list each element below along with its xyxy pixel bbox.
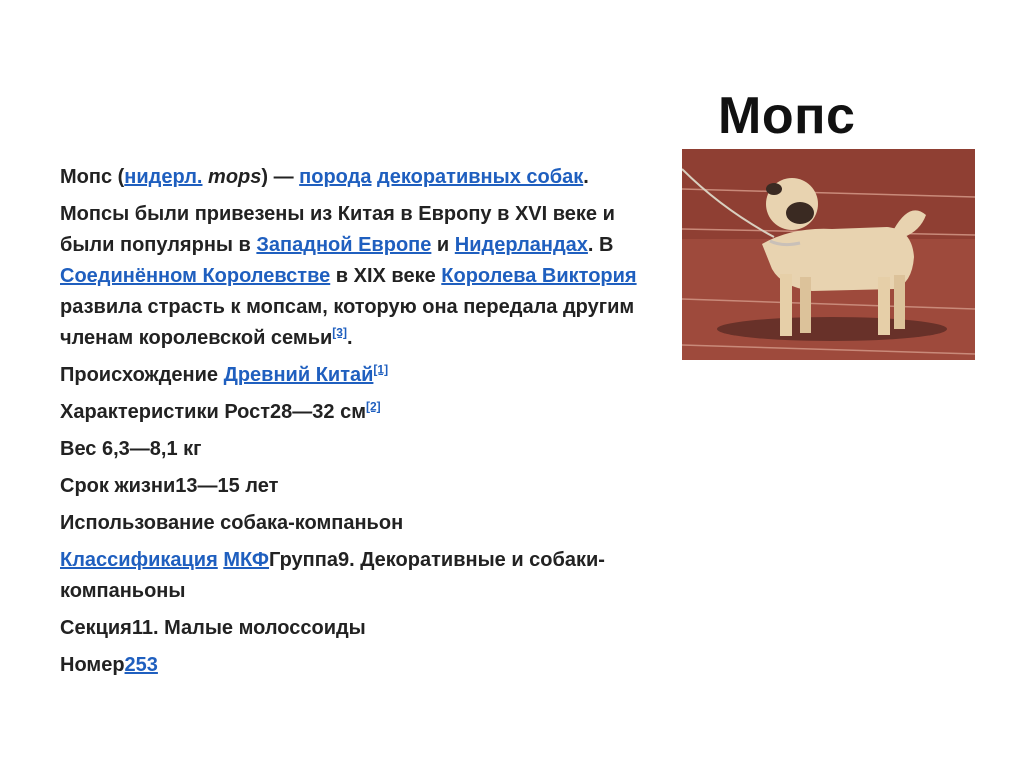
link-decorative-dogs[interactable]: декоративных собак [377, 166, 584, 188]
text: и [431, 234, 455, 256]
link-breed[interactable]: порода [299, 166, 372, 188]
section-line: Секция11. Малые молоссоиды [60, 617, 366, 639]
origin-line [60, 360, 660, 391]
text: Мопсы были привезены из Китая в Европу в XVI веке и были популярны в [60, 203, 615, 256]
life-line: Срок жизни13—15 лет [60, 475, 279, 497]
text: . [583, 166, 589, 188]
link-united-kingdom[interactable]: Соединённом Королевстве [60, 265, 331, 287]
use-line: Использование собака-компаньон [60, 512, 404, 534]
intro-line [60, 162, 660, 193]
link-ancient-china[interactable]: Древний Китай [223, 364, 374, 386]
link-language[interactable]: нидерл. [124, 166, 203, 188]
pug-dog-photo-icon [682, 149, 975, 360]
reference-2[interactable]: [2] [366, 399, 381, 414]
text: ) — [261, 166, 300, 188]
reference-3[interactable]: [3] [332, 325, 347, 340]
text: . [346, 327, 353, 349]
slide-title: Мопс [718, 87, 856, 145]
classification-line [60, 545, 660, 607]
link-number[interactable]: 253 [124, 654, 158, 676]
history-paragraph [60, 199, 660, 354]
traits-line [60, 397, 660, 428]
link-classification[interactable]: Классификация [60, 549, 218, 571]
text: Номер [60, 654, 125, 676]
description-text [60, 162, 660, 687]
text: mops [208, 166, 262, 188]
text: в XIX веке [330, 265, 442, 287]
link-netherlands[interactable]: Нидерландах [454, 234, 588, 256]
text: Группа9. Декоративные и собаки-компаньоны [60, 549, 605, 602]
text: . В [587, 234, 614, 256]
weight-line: Вес 6,3—8,1 кг [60, 438, 202, 460]
link-fci[interactable]: МКФ [223, 549, 270, 571]
link-western-europe[interactable]: Западной Европе [256, 234, 432, 256]
number-line [60, 650, 660, 681]
text: Характеристики Рост28—32 см [60, 401, 366, 423]
reference-1[interactable]: [1] [373, 362, 389, 377]
text: Мопс ( [60, 166, 125, 188]
pug-photo [682, 149, 975, 360]
link-queen-victoria[interactable]: Королева Виктория [441, 265, 637, 287]
text: развила страсть к мопсам, которую она передала другим членам королевской семьи [60, 296, 635, 349]
text: Происхождение [60, 364, 224, 386]
